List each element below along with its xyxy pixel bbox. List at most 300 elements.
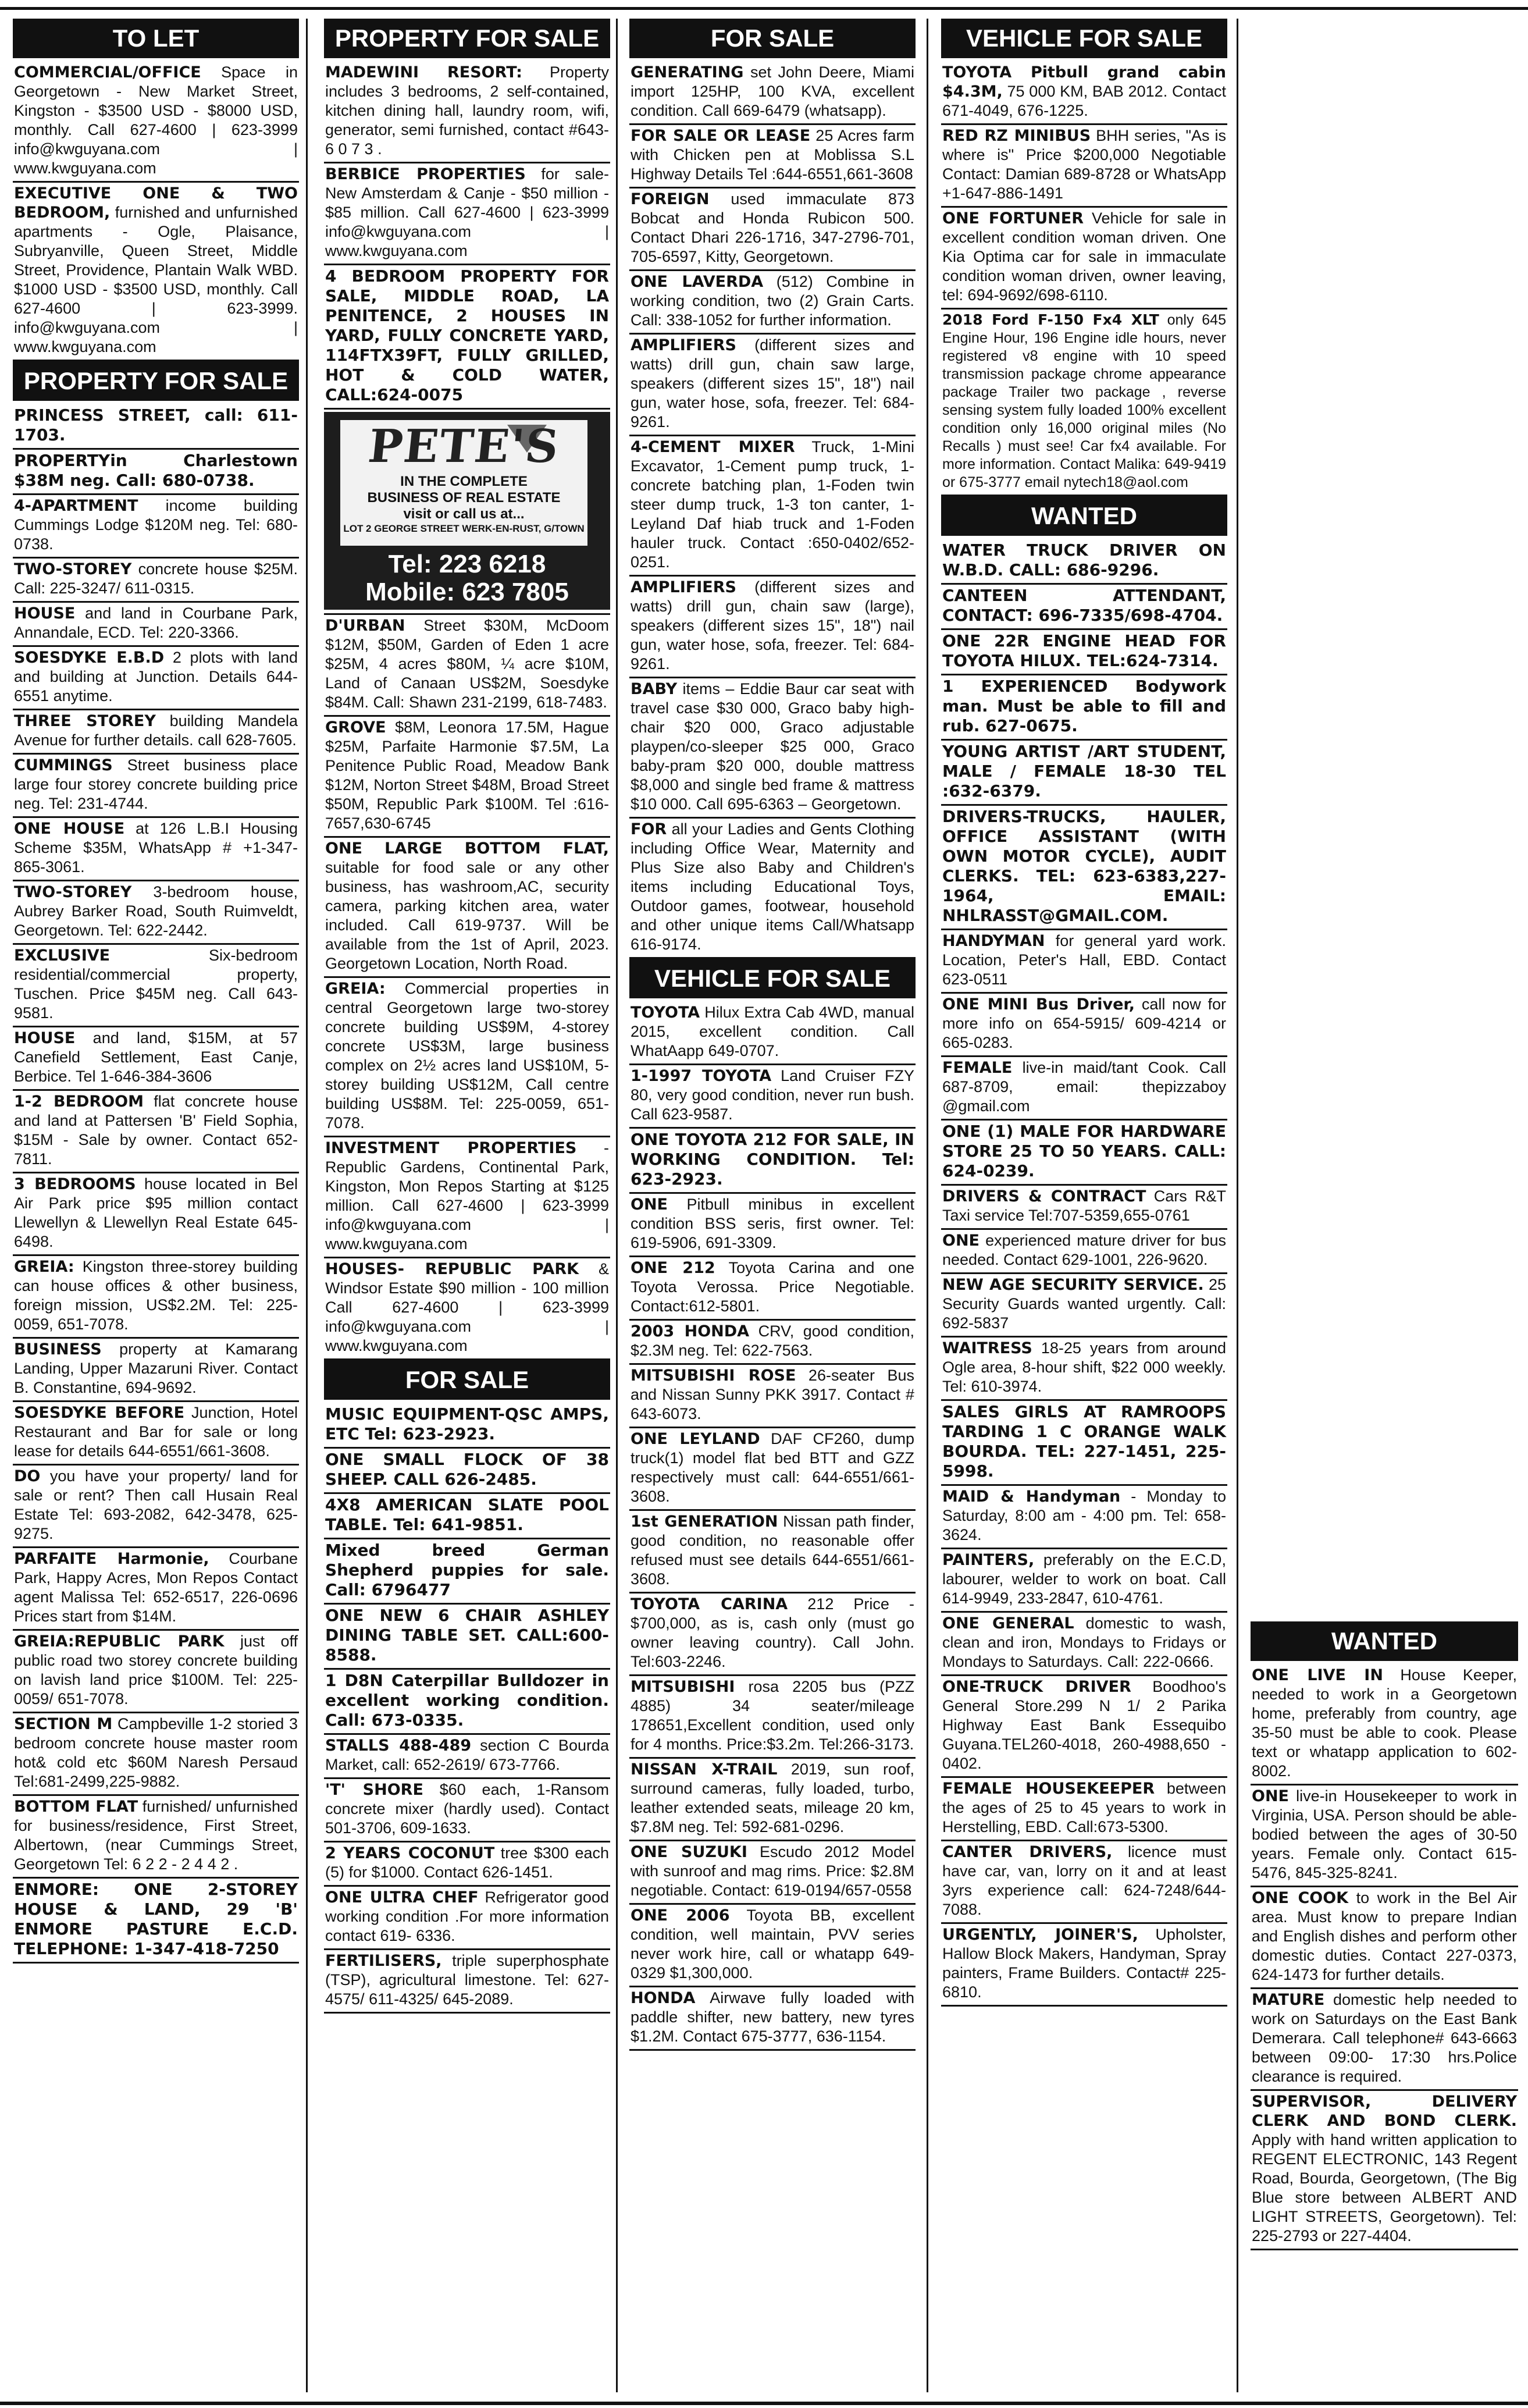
ad-body: - Republic Gardens, Continental Park, Kingston, Mon Repos Starting at $125 million. Call 627-4600 | 623-3999 info@kwguyana.com | www.kwguyana.com xyxy=(325,1139,609,1253)
classified-ad xyxy=(324,1950,610,2014)
logo-inner xyxy=(340,420,587,546)
for-sale-ads xyxy=(324,1403,610,2014)
classified-ad xyxy=(13,1879,299,1964)
ad-lead: 2 YEARS COCONUT xyxy=(325,1844,495,1862)
classified-ad xyxy=(324,1494,610,1539)
classified-ad xyxy=(941,1401,1227,1486)
ad-lead: 4-CEMENT MIXER xyxy=(631,438,795,456)
ad-lead: RED RZ MINIBUS xyxy=(942,127,1091,145)
classified-ad xyxy=(941,1778,1227,1841)
ad-body: Toyota BB, excellent condition, well maintain, PVV series never work hire, call or whatapp 649-0329 $1,300,000. xyxy=(631,1907,915,1982)
classified-ad xyxy=(941,125,1227,208)
classified-ad xyxy=(941,1057,1227,1121)
ad-body: Street $30M, McDoom $12M, $50M, Garden of Eden 1 acre $25M, 4 acres $80M, ¼ acre $10M, Land of Canaan US$2M, Soesdyke $84M. Call: Shawn 231-2199, 618-7483. xyxy=(325,617,609,711)
ad-body: Apply with hand written application to REGENT ELECTRONIC, 143 Regent Road, Bourda, Georgetown, (The Big Blue store between ALBERT AND LIGHT STREETS, Georgetown). Tel: 225-2793 or 227-4404. xyxy=(1252,2131,1517,2245)
ad-lead: TOYOTA CARINA xyxy=(631,1595,788,1613)
ad-lead: 1 D8N Caterpillar Bulldozer in excellent working condition. Call: 673-0335. xyxy=(325,1671,609,1730)
classified-ad xyxy=(13,450,299,495)
section-header-vehicle-for-sale: VEHICLE FOR SALE xyxy=(629,959,916,998)
ad-lead: 2003 HONDA xyxy=(631,1322,750,1340)
ad-body: domestic help needed to work on Saturdays on the East Bank Demerara. Call telephone# 643-6663 between 09:00- 17:30 hrs.Police clearance is required. xyxy=(1252,1991,1517,2085)
classified-ad xyxy=(629,1594,916,1676)
ad-lead: PARFAITE Harmonie, xyxy=(14,1550,209,1568)
ad-body: - Monday to Saturday, 8:00 am - 4:00 pm. Tel: 658-3624. xyxy=(942,1488,1226,1543)
classified-ad xyxy=(629,1905,916,1987)
classified-ad xyxy=(629,577,916,678)
logo-mobile: Mobile: 623 7805 xyxy=(365,578,569,606)
ad-body: (512) Combine in working condition, two (2) Grain Carts. Call: 338-1052 for further information. xyxy=(631,273,914,329)
vehicle-ads xyxy=(941,62,1227,496)
classified-ad xyxy=(13,1631,299,1713)
ad-lead: CANTEEN ATTENDANT, CONTACT: 696-7335/698-4704. xyxy=(942,586,1226,625)
ad-lead: TWO-STOREY xyxy=(14,560,132,578)
ad-body: section C Bourda Market, call: 652-2619/ 673-7766. xyxy=(325,1737,609,1773)
classified-ad xyxy=(629,1511,916,1594)
blank-area xyxy=(1251,19,1518,1621)
top-rule xyxy=(0,7,1528,10)
classified-ad xyxy=(629,125,916,188)
classified-ad xyxy=(1251,1664,1518,1785)
classified-ad xyxy=(324,717,610,838)
classified-ad xyxy=(941,1841,1227,1924)
classified-ad xyxy=(629,678,916,819)
ad-body: Pitbull minibus in excellent condition BSS seris, first owner. Tel: 619-5906, 691-3309. xyxy=(631,1196,914,1251)
petes-real-estate-logo xyxy=(324,410,610,615)
ad-lead: 1-1997 TOYOTA xyxy=(631,1067,772,1085)
section-header-to-let: TO LET xyxy=(13,19,299,58)
ad-lead: GREIA: xyxy=(325,980,386,998)
ad-lead: GREIA:REPUBLIC PARK xyxy=(14,1632,225,1651)
ad-lead: ONE xyxy=(631,1196,668,1214)
ad-lead: MUSIC EQUIPMENT-QSC AMPS, ETC Tel: 623-2923. xyxy=(325,1404,609,1443)
ad-body: $60 each, 1-Ransom concrete mixer (hardly used). Contact 501-3706, 609-1633. xyxy=(325,1781,609,1837)
ad-body: call now for more info on 654-5915/ 609-4214 or 665-0283. xyxy=(942,995,1226,1051)
classified-ad xyxy=(629,1841,916,1905)
ad-lead: MAID & Handyman xyxy=(942,1488,1121,1506)
ad-lead: ONE LEYLAND xyxy=(631,1430,760,1448)
classified-ad xyxy=(13,755,299,818)
classified-ad xyxy=(13,818,299,881)
classified-ad xyxy=(629,335,916,436)
ad-lead: MADEWINI RESORT: xyxy=(325,63,522,81)
ad-body: Cars R&T Taxi service Tel:707-5359,655-0761 xyxy=(942,1187,1226,1224)
classified-ad xyxy=(1251,1989,1518,2091)
classified-ad xyxy=(941,310,1227,496)
ad-lead: ONE 22R ENGINE HEAD FOR TOYOTA HILUX. TEL:624-7314. xyxy=(942,631,1226,670)
property-ads xyxy=(13,404,299,1964)
ad-lead: ONE LIVE IN xyxy=(1252,1666,1383,1684)
classified-ad xyxy=(324,1403,610,1449)
ad-lead: NISSAN X-TRAIL xyxy=(631,1760,778,1779)
ad-lead: GROVE xyxy=(325,719,386,737)
ad-body: DAF CF260, dump truck(1) model flat bed BTT and GZZ respectively must call: 644-6551/661-3608. xyxy=(631,1430,914,1505)
ad-lead: ONE xyxy=(942,1232,980,1250)
classified-ad xyxy=(629,1676,916,1759)
ad-lead: CANTER DRIVERS, xyxy=(942,1843,1113,1861)
classified-ad xyxy=(629,1365,916,1428)
ad-body: you have your property/ land for sale or rent? Then call Husain Real Estate Tel: 693-2082, 642-3478, 625-9275. xyxy=(14,1467,298,1542)
ad-lead: HANDYMAN xyxy=(942,932,1045,950)
classified-ad xyxy=(941,675,1227,741)
ad-body: tree $300 each (5) for $1000. Contact 626-1451. xyxy=(325,1844,609,1881)
ad-lead: 2018 Ford F-150 Fx4 XLT xyxy=(942,311,1159,328)
ad-lead: EXECUTIVE ONE & TWO BEDROOM, xyxy=(14,184,298,222)
property-ads xyxy=(324,615,610,1360)
ad-lead: COMMERCIAL/OFFICE xyxy=(14,63,201,81)
ad-lead: MITSUBISHI xyxy=(631,1678,735,1696)
ad-lead: HOUSE xyxy=(14,1029,76,1047)
classified-ad xyxy=(13,710,299,755)
ad-body: CRV, good condition, $2.3M neg. Tel: 622-7563. xyxy=(631,1322,914,1359)
column-divider xyxy=(927,19,928,2392)
classified-ad xyxy=(1251,2091,1518,2250)
ad-body: Property includes 3 bedrooms, 2 self-contained, kitchen dining hall, laundry room, wifi, generator, semi furnished, contact #643-6 0 7 3 . xyxy=(325,63,609,158)
ad-body: to work in the Bel Air area. Must know to prepare Indian and English dishes and perform other domestic duties. Contact 227-0373, 624-1473 for further details. xyxy=(1252,1889,1517,1983)
classified-ad xyxy=(629,1194,916,1257)
ad-lead: DRIVERS-TRUCKS, HAULER, OFFICE ASSISTANT (WITH OWN MOTOR CYCLE), AUDIT CLERKS. TEL: 623-6383,227-1964, EMAIL: NHLRASST@GMAIL.COM. xyxy=(942,807,1226,925)
classified-ad xyxy=(629,1321,916,1365)
ad-body: Airwave fully loaded with paddle shifter, new battery, new tyres $1.2M. Contact 675-3777, 636-1154. xyxy=(631,1989,914,2045)
ad-body: between the ages of 25 to 45 years to work in Herstelling, EBD. Call:673-5300. xyxy=(942,1780,1226,1836)
section-header-property-for-sale: PROPERTY FOR SALE xyxy=(324,19,610,58)
ad-body: Six-bedroom residential/commercial property, Tuschen. Price $45M neg. Call 643-9581. xyxy=(14,947,298,1022)
ad-lead: FEMALE xyxy=(942,1059,1013,1077)
classified-ad xyxy=(629,1129,916,1194)
ad-body: items – Eddie Baur car seat with travel case $30 000, Graco baby high-chair $20 000, Graco adjustable playpen/co-sleeper $25 000, Graco baby-pram $20 000, double mattress $8,000 and single bed frame & mattress $10 000. Call 695-6363 – Georgetown. xyxy=(631,680,914,813)
ad-body: 212 Price - $700,000, as is, cash only (must go owner leaving country). Call John. Tel:603-2246. xyxy=(631,1595,914,1670)
ad-lead: ONE xyxy=(1252,1787,1289,1805)
ad-lead: BERBICE PROPERTIES xyxy=(325,165,526,183)
classified-ad xyxy=(941,539,1227,585)
ad-body: licence must have car, van, lorry on it and at least 3yrs experience call: 624-7248/644-7088. xyxy=(942,1843,1226,1918)
classified-ad xyxy=(13,1548,299,1631)
ad-lead: HOUSES- REPUBLIC PARK xyxy=(325,1260,579,1278)
ad-lead: INVESTMENT PROPERTIES xyxy=(325,1139,577,1157)
logo-address: LOT 2 GEORGE STREET WERK-EN-RUST, G/TOWN xyxy=(343,523,585,534)
classified-ad xyxy=(13,1173,299,1256)
ad-body: Land Cruiser FZY 80, very good condition, never run bush. Call 623-9587. xyxy=(631,1067,914,1123)
ad-lead: 4-APARTMENT xyxy=(14,497,138,515)
classified-ad xyxy=(941,806,1227,930)
ad-lead: ONE SMALL FLOCK OF 38 SHEEP. CALL 626-2485. xyxy=(325,1450,609,1489)
ad-lead: 'T' SHORE xyxy=(325,1781,423,1799)
classified-ad xyxy=(941,1274,1227,1338)
classified-ad xyxy=(629,819,916,959)
classified-ad xyxy=(324,163,610,265)
ad-lead: WATER TRUCK DRIVER ON W.B.D. CALL: 686-9296. xyxy=(942,540,1226,579)
classified-ad xyxy=(941,1676,1227,1778)
ad-lead: TWO-STOREY xyxy=(14,883,132,901)
ad-body: income building Cummings Lodge $120M neg. Tel: 680-0738. xyxy=(14,497,298,553)
classified-ad xyxy=(13,183,299,361)
ad-lead: ONE MINI Bus Driver, xyxy=(942,995,1135,1013)
logo-line-1: IN THE COMPLETE xyxy=(400,474,528,489)
classified-ad xyxy=(941,585,1227,630)
ad-lead: 1st GENERATION xyxy=(631,1513,778,1531)
ad-body: triple superphosphate (TSP), agricultural limestone. Tel: 627-4575/ 611-4325/ 645-2089. xyxy=(325,1952,609,2008)
classified-ad xyxy=(324,1735,610,1779)
ad-body: flat concrete house and land at Pattersen 'B' Field Sophia, $15M - Sale by owner. Contact 652-7811. xyxy=(14,1093,298,1168)
ad-lead: FOREIGN xyxy=(631,190,710,208)
vehicle-ads xyxy=(629,1002,916,2051)
column-1 xyxy=(13,19,299,2392)
ad-lead: ENMORE: ONE 2-STOREY HOUSE & LAND, 29 'B' ENMORE PASTURE E.C.D. TELEPHONE: 1-347-418-7250 xyxy=(14,1880,298,1958)
classified-ad xyxy=(941,1924,1227,2007)
classified-ad xyxy=(1251,1785,1518,1887)
classified-ad xyxy=(324,265,610,410)
ad-lead: HONDA xyxy=(631,1989,696,2007)
ad-body: 3-bedroom house, Aubrey Barker Road, South Ruimveldt, Georgetown. Tel: 622-2442. xyxy=(14,883,298,939)
ad-body: Hilux Extra Cab 4WD, manual 2015, excellent condition. Call WhatAapp 649-0707. xyxy=(631,1004,914,1059)
ad-lead: GREIA: xyxy=(14,1258,74,1276)
ad-lead: DO xyxy=(14,1467,41,1485)
ad-lead: ONE (1) MALE FOR HARDWARE STORE 25 TO 50 YEARS. CALL: 624-0239. xyxy=(942,1122,1226,1180)
classified-ad xyxy=(13,881,299,945)
ad-lead: BOTTOM FLAT xyxy=(14,1798,138,1816)
ad-body: live-in maid/tant Cook. Call 687-8709, email: thepizzaboy @gmail.com xyxy=(942,1059,1226,1115)
ad-body: & Windsor Estate $90 million - 100 million Call 627-4600 | 623-3999 info@kwguyana.com | www.kwguyana.com xyxy=(325,1260,609,1354)
ad-lead: WAITRESS xyxy=(942,1339,1032,1357)
ad-body: and land in Courbane Park, Annandale, ECD. Tel: 220-3366. xyxy=(14,604,298,641)
classified-ad xyxy=(13,603,299,647)
ad-lead: AMPLIFIERS xyxy=(631,336,736,354)
column-5 xyxy=(1251,19,1518,2392)
ad-body: only 645 Engine Hour, 196 Engine idle hours, never registered v8 engine with 10 speed transmission package chrome appearance package Trailer two package , reverse sensing system fully loaded 100% excellent condition only 16,000 original miles (No Recalls ) must see! Car fx4 available. For more information. Contact Malika: 649-9419 or 675-3777 email nytech18@aol.com xyxy=(942,312,1226,490)
ad-lead: D'URBAN xyxy=(325,617,405,635)
ad-lead: MATURE xyxy=(1252,1991,1325,2009)
classified-ad xyxy=(324,978,610,1137)
classified-ad xyxy=(13,1402,299,1466)
classified-ad xyxy=(324,62,610,163)
classified-ad xyxy=(324,1137,610,1258)
ad-body: Truck, 1-Mini Excavator, 1-Cement pump truck, 1-concrete batching plan, 1-Foden twin steer dump truck, 1-3 ton canter, 1-Leyland Daf hiab truck and 1-Foden hauler truck. Contact :650-0402/652-0251. xyxy=(631,438,914,571)
column-3 xyxy=(629,19,916,2392)
classified-ad xyxy=(629,1987,916,2051)
logo-line-2: BUSINESS OF REAL ESTATE xyxy=(367,490,561,506)
ad-lead: HOUSE xyxy=(14,604,76,623)
classified-ad xyxy=(629,1428,916,1511)
ad-lead: 4X8 AMERICAN SLATE POOL TABLE. Tel: 641-9851. xyxy=(325,1495,609,1534)
ad-lead: ONE LARGE BOTTOM FLAT, xyxy=(325,840,609,858)
ad-lead: THREE STOREY xyxy=(14,712,156,730)
ad-lead: EXCLUSIVE xyxy=(14,947,111,965)
column-divider xyxy=(306,19,308,2392)
ad-lead: ONE FORTUNER xyxy=(942,209,1084,227)
ad-body: domestic to wash, clean and iron, Mondays to Fridays or Mondays to Saturdays. Call: 222-0666. xyxy=(942,1614,1226,1670)
classified-ad xyxy=(629,1759,916,1841)
ad-body: 25 Security Guards wanted urgently. Call: 692-5837 xyxy=(942,1276,1226,1332)
ad-body: Kingston three-storey building can house offices & other business, foreign mission, US$2.2M. Tel: 225-0059, 651-7078. xyxy=(14,1258,298,1333)
ad-lead: STALLS 488-489 xyxy=(325,1737,472,1755)
ad-lead: 1-2 BEDROOM xyxy=(14,1093,144,1111)
ad-body: at 126 L.B.I Housing Scheme $35M, WhatsApp # +1-347-865-3061. xyxy=(14,820,298,876)
classified-ad xyxy=(13,1713,299,1796)
classified-ad xyxy=(1251,1887,1518,1989)
ad-body: 25 Acres farm with Chicken pen at Moblissa S.L Highway Details Tel :644-6551,661-3608 xyxy=(631,127,914,183)
classified-ad xyxy=(941,930,1227,994)
ad-lead: FOR SALE OR LEASE xyxy=(631,127,811,145)
ad-lead: PRINCESS STREET, call: 611-1703. xyxy=(14,406,298,444)
ad-body: suitable for food sale or any other business, has washroom,AC, security camera, parking kitchen area, water included. Call 619-9737. Will be available from the 1st of April, 2023. Georgetown Location, North Road. xyxy=(325,859,609,972)
logo-phones xyxy=(324,550,610,606)
ad-body: Upholster, Hallow Block Makers, Handyman, Spray painters, Frame Builders. Contact# 225-6810. xyxy=(942,1926,1226,2001)
classified-ad xyxy=(13,62,299,183)
ad-lead: SOESDYKE E.B.D xyxy=(14,649,165,667)
logo-tel: Tel: 223 6218 xyxy=(388,550,546,578)
classified-ad xyxy=(324,1843,610,1887)
classified-ad xyxy=(629,1002,916,1065)
ad-body: Courbane Park, Happy Acres, Mon Repos Contact agent Malissa Tel: 652-6517, 226-0696 Prices start from $14M. xyxy=(14,1550,298,1625)
ad-body: live-in Housekeeper to work in Virginia, USA. Person should be able-bodied between the ages of 30-50 years. Female only. Contact 615-5476, 845-325-8241. xyxy=(1252,1787,1517,1881)
classified-ad xyxy=(941,630,1227,675)
classified-ad xyxy=(13,1027,299,1091)
ad-body: Refrigerator good working condition .For more information contact 619- 6336. xyxy=(325,1888,609,1944)
classified-ad xyxy=(941,1121,1227,1186)
ad-lead: ONE COOK xyxy=(1252,1889,1349,1907)
ad-lead: URGENTLY, JOINER'S, xyxy=(942,1926,1138,1944)
classified-ad xyxy=(941,1486,1227,1549)
ad-lead: 4 BEDROOM PROPERTY FOR SALE, MIDDLE ROAD, LA PENITENCE, 2 HOUSES IN YARD, FULLY CONCRETE YARD, 114FTX39FT, FULLY GRILLED, HOT & COLD WATER, CALL:624-0075 xyxy=(325,266,609,404)
ad-body: just off public road two storey concrete building on lavish land price $100M. Tel: 225-0059/ 651-7078. xyxy=(14,1632,298,1708)
ad-lead: ONE NEW 6 CHAIR ASHLEY DINING TABLE SET. CALL:600-8588. xyxy=(325,1606,609,1664)
ad-lead: TOYOTA Pitbull grand cabin $4.3M, xyxy=(942,63,1226,101)
column-2 xyxy=(324,19,610,2392)
ad-lead: SECTION M xyxy=(14,1715,113,1733)
classified-ad xyxy=(13,945,299,1027)
ad-lead: DRIVERS & CONTRACT xyxy=(942,1187,1146,1205)
classified-ad xyxy=(941,62,1227,125)
classified-ad xyxy=(629,62,916,125)
section-header-for-sale: FOR SALE xyxy=(629,19,916,58)
classified-ad xyxy=(941,741,1227,806)
wanted-ads xyxy=(1251,1664,1518,2250)
to-let-ads xyxy=(13,62,299,361)
ad-body: and land, $15M, at 57 Canefield Settlement, East Canje, Berbice. Tel 1-646-384-3606 xyxy=(14,1029,298,1085)
section-header-vehicle-for-sale: VEHICLE FOR SALE xyxy=(941,19,1227,58)
ad-lead: AMPLIFIERS xyxy=(631,578,736,596)
ad-body: building Mandela Avenue for further details. call 628-7605. xyxy=(14,712,298,749)
ad-lead: ONE HOUSE xyxy=(14,820,125,838)
ad-body: (different sizes and watts) drill gun, chain saw (large), speakers (different sizes 15", 18") nail gun, water hose, sofa, freezer. Tel: 684-9261. xyxy=(631,578,914,673)
classified-ad xyxy=(629,1065,916,1129)
classified-ad xyxy=(13,1256,299,1339)
classified-ad xyxy=(13,559,299,603)
classified-ad xyxy=(13,647,299,710)
ad-lead: ONE-TRUCK DRIVER xyxy=(942,1678,1131,1696)
classified-ad xyxy=(629,188,916,271)
ad-lead: ONE 2006 xyxy=(631,1907,730,1925)
ad-lead: NEW AGE SECURITY SERVICE. xyxy=(942,1276,1204,1294)
classified-ad xyxy=(629,271,916,335)
ad-body: 75 000 KM, BAB 2012. Contact 671-4049, 676-1225. xyxy=(942,83,1226,119)
classified-ad xyxy=(941,1613,1227,1676)
classified-ad xyxy=(13,495,299,559)
ad-lead: ONE LAVERDA xyxy=(631,273,764,291)
ad-lead: BUSINESS xyxy=(14,1340,102,1358)
bottom-rule xyxy=(0,2402,1528,2405)
classified-ad xyxy=(941,1549,1227,1613)
section-header-for-sale: FOR SALE xyxy=(324,1360,610,1400)
ad-lead: FERTILISERS, xyxy=(325,1952,442,1970)
classified-ad xyxy=(13,1466,299,1548)
ad-lead: PROPERTYin Charlestown $38M neg. Call: 680-0738. xyxy=(14,451,298,490)
ad-body: concrete house $25M. Call: 225-3247/ 611-0315. xyxy=(14,560,298,597)
ad-lead: ONE 212 xyxy=(631,1259,715,1277)
ad-lead: CUMMINGS xyxy=(14,756,113,774)
ad-lead: ONE TOYOTA 212 FOR SALE, IN WORKING CONDITION. Tel: 623-2923. xyxy=(631,1130,914,1189)
ad-body: 2019, sun roof, surround cameras, fully loaded, turbo, leather extended seats, mileage 20 km, $7.8M neg. Tel: 592-681-0296. xyxy=(631,1760,914,1836)
classified-ad xyxy=(324,1605,610,1670)
logo-name: PETE'S xyxy=(365,420,562,473)
ad-lead: SALES GIRLS AT RAMROOPS TARDING 1 C ORANGE WALK BOURDA. TEL: 227-1451, 225-5998. xyxy=(942,1402,1226,1481)
classified-ad xyxy=(13,1339,299,1402)
column-4 xyxy=(941,19,1227,2392)
classified-ad xyxy=(324,1539,610,1605)
wanted-ads xyxy=(941,539,1227,2007)
for-sale-ads xyxy=(629,62,916,959)
ad-body: furnished and unfurnished apartments - Ogle, Plaisance, Subryanville, Queen Street, Middle Street, Providence, Plantain Walk WBD. $1000 USD - $3500 USD, monthly. Call 627-4600 | 623-3999. info@kwguyana.com | www.kwguyana.com xyxy=(14,204,298,355)
classified-ad xyxy=(324,615,610,717)
ad-lead: FOR xyxy=(631,820,667,838)
classified-ad xyxy=(629,436,916,577)
ad-body: Boodhoo's General Store.299 N 1/ 2 Parika Highway East Bank Essequibo Guyana.TEL260-4018, 260-4988,650 - 0402. xyxy=(942,1678,1226,1772)
ad-lead: BABY xyxy=(631,680,678,698)
ad-body: (different sizes and watts) drill gun, chain saw large, speakers (different sizes 15", 18") nail gun, water hose, sofa, freezer. Tel: 684-9261. xyxy=(631,336,914,431)
ad-lead: FEMALE HOUSEKEEPER xyxy=(942,1780,1155,1798)
ad-body: Campbeville 1-2 storied 3 bedroom concrete house master room hot& cold etc $60M Naresh Persaud Tel:681-2499,225-9882. xyxy=(14,1715,298,1790)
property-ads xyxy=(324,62,610,410)
classified-ad xyxy=(13,404,299,450)
section-header-wanted: WANTED xyxy=(1251,1621,1518,1661)
ad-body: property at Kamarang Landing, Upper Mazaruni River. Contact B. Constantine, 694-9692. xyxy=(14,1340,298,1396)
ad-body: 18-25 years from around Ogle area, 8-hour shift, $22 000 weekly. Tel: 610-3974. xyxy=(942,1339,1226,1395)
classified-ad xyxy=(941,994,1227,1057)
classified-ad xyxy=(324,1449,610,1494)
ad-body: Commercial properties in central Georgetown large two-storey concrete building US$9M, 4-storey concrete US$3M, large business complex on 2½ acres land US$10M, 5-storey building US$12M, Call centre building US$8M. Tel: 225-0059, 651-7078. xyxy=(325,980,609,1132)
ad-body: House Keeper, needed to work in a Georgetown home, preferably from country, age 35-50 must be able to cook. Please text or whatapp application to 602-8002. xyxy=(1252,1666,1518,1780)
ad-body: Escudo 2012 Model with sunroof and mag rims. Price: $2.8M negotiable. Contact: 619-0194/657-0558 xyxy=(631,1843,914,1899)
classified-ad xyxy=(941,1230,1227,1274)
ad-lead: SUPERVISOR, DELIVERY CLERK AND BOND CLERK. xyxy=(1252,2093,1517,2130)
ad-lead: ONE ULTRA CHEF xyxy=(325,1888,479,1907)
column-divider xyxy=(1237,19,1238,2392)
ad-body: Vehicle for sale in excellent condition woman driven. One Kia Optima car for sale in immaculate condition woman driven, owner leaving, tel: 694-9692/698-6110. xyxy=(942,209,1226,304)
ad-body: for sale- New Amsterdam & Canje - $50 million - $85 million. Call 627-4600 | 623-3999 info@kwguyana.com | www.kwguyana.com xyxy=(325,165,609,259)
classified-ad xyxy=(324,1779,610,1843)
ad-lead: GENERATING xyxy=(631,63,744,81)
ad-lead: SOESDYKE BEFORE xyxy=(14,1404,185,1422)
classified-ad xyxy=(324,1258,610,1360)
ad-body: all your Ladies and Gents Clothing including Office Wear, Maternity and Plus Size also Baby and Children's items including Educational Toys, Outdoor games, footwear, household and other unique items Call/Whatsapp 616-9174. xyxy=(631,820,914,953)
classified-ad xyxy=(324,1887,610,1950)
section-header-property-for-sale: PROPERTY FOR SALE xyxy=(13,361,299,401)
classified-ad xyxy=(13,1796,299,1879)
classified-ad xyxy=(941,208,1227,310)
ad-body: preferably on the E.C.D, labourer, welder to work on boat. Call 614-9949, 233-2847, 610-4761. xyxy=(942,1551,1226,1607)
ad-body: Nissan path finder, good condition, no reasonable offer refused must see details 644-6551/661-3608. xyxy=(631,1513,914,1588)
ad-lead: ONE SUZUKI xyxy=(631,1843,747,1861)
ad-body: Street business place large four storey concrete building price neg. Tel: 231-4744. xyxy=(14,756,298,812)
ad-body: Junction, Hotel Restaurant and Bar for sale or long lease for details 644-6551/661-3608. xyxy=(14,1404,298,1460)
ad-lead: YOUNG ARTIST /ART STUDENT, MALE / FEMALE 18-30 TEL :632-6379. xyxy=(942,742,1226,801)
ad-body: furnished/ unfurnished for business/residence, First Street, Albertown, (near Cummings Street, Georgetown Tel: 6 2 2 - 2 4 4 2 . xyxy=(14,1798,298,1873)
ad-body: 26-seater Bus and Nissan Sunny PKK 3917. Contact # 643-6073. xyxy=(631,1367,914,1422)
classified-ad xyxy=(941,1338,1227,1401)
logo-panel xyxy=(324,412,610,610)
ad-body: Space in Georgetown - New Market Street, Kingston - $3500 USD - $8000 USD, monthly. Call 627-4600 | 623-3999 info@kwguyana.com | www.kwguyana.com xyxy=(14,63,298,177)
ad-body: experienced mature driver for bus needed. Contact 629-1001, 226-9620. xyxy=(942,1232,1226,1268)
classified-ad xyxy=(941,1186,1227,1230)
